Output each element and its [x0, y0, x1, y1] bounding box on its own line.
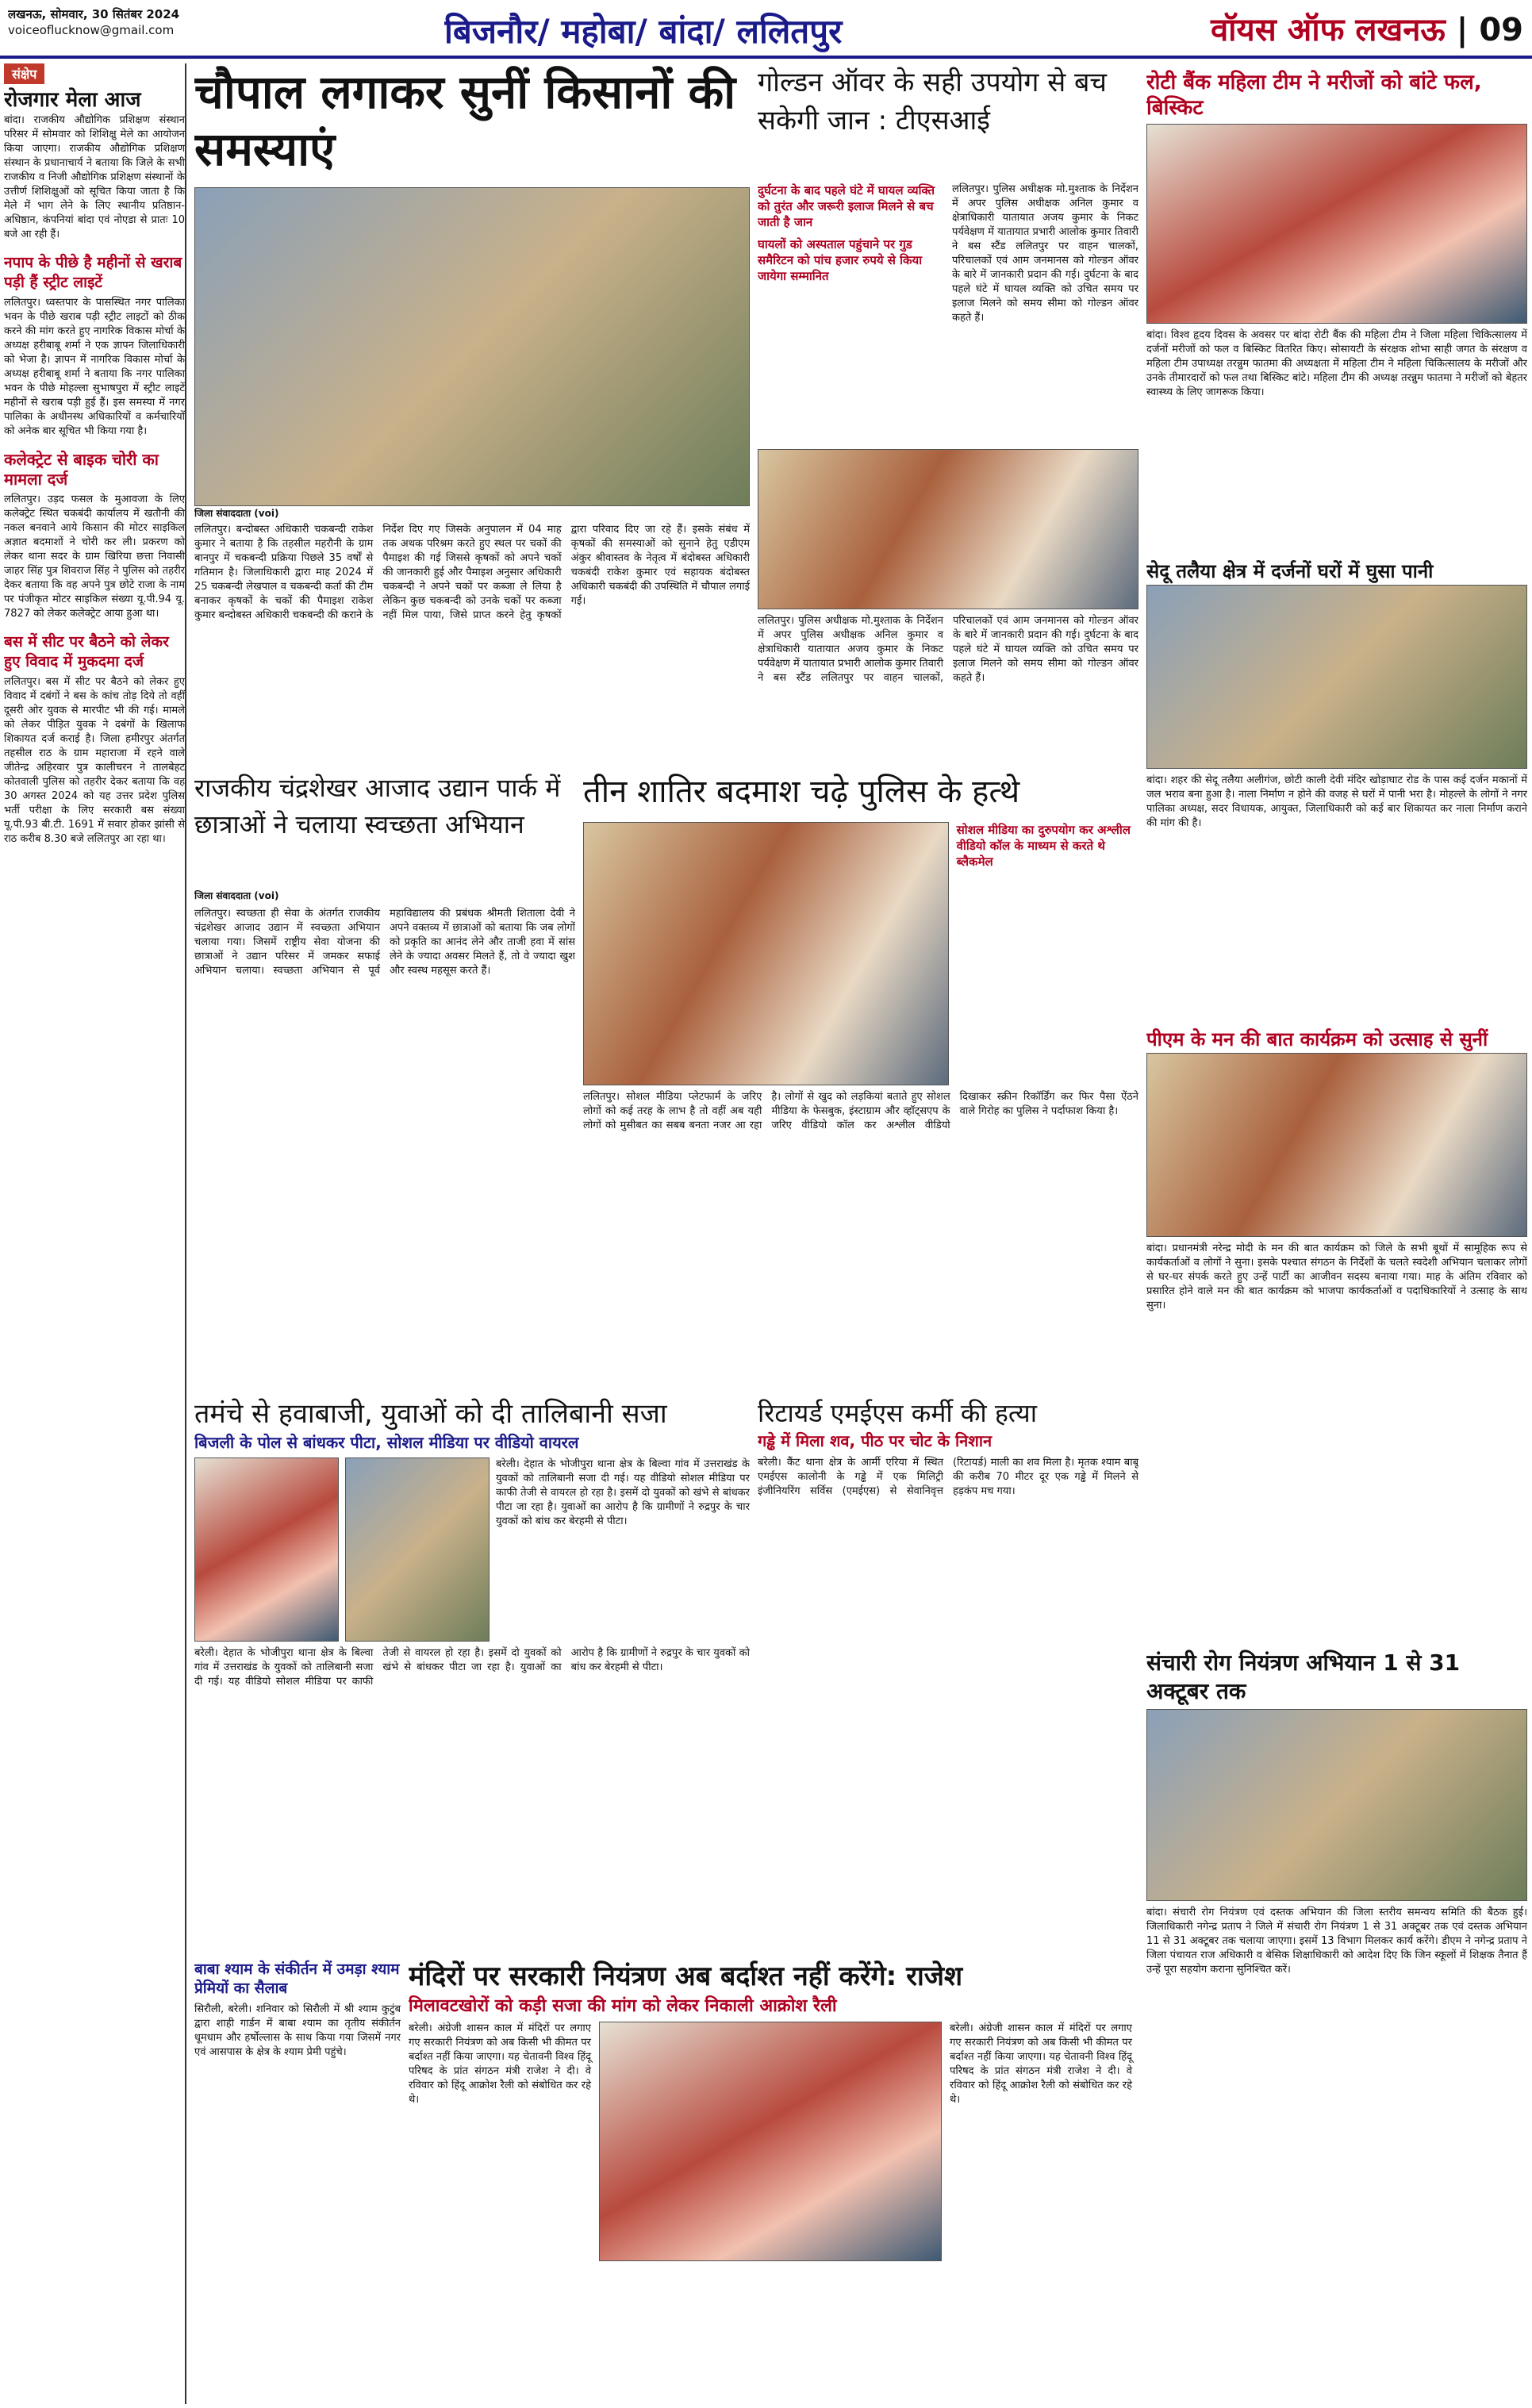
story-body-2: बरेली। देहात के भोजीपुरा थाना क्षेत्र के बिल्वा गांव में उत्तराखंड के युवकों को तालिबानी सजा दी गई। यह वीडियो सोशल मीडिया पर काफी तेजी से वायरल हो रहा है। इसमें दो युवकों को खंभे से बांधकर पीटा जा रहा है। युवाओं का आरोप है कि ग्रामीणों ने रुद्रपुर के चार युवकों को बांध कर बेरहमी से पीटा। [194, 1647, 750, 1688]
story-headline: सेदू तलैया क्षेत्र में दर्जनों घरों में घुसा पानी [1146, 560, 1434, 582]
story-headline: चौपाल लगाकर सुनीं किसानों की समस्याएं [194, 65, 736, 176]
story-body: सिरौली, बरेली। शनिवार को सिरौली में श्री श्याम कुटुंब द्वारा शाही गार्डन में बाबा श्याम का तृतीय संकीर्तन धूमधाम और हर्षोल्लास के साथ किया गया जिसमें नगर एवं आसपास के क्षेत्र के श्याम प्रेमी पहुंचे। [194, 2003, 401, 2058]
dateline: लखनऊ, सोमवार, 30 सितंबर 2024 [8, 7, 180, 21]
story-photo [599, 2022, 942, 2261]
story-body: ललितपुर। पुलिस अधीक्षक मो.मुश्ताक के निर्देशन में अपर पुलिस अधीक्षक अनिल कुमार व क्षेत्राधिकारी यातायात अजय कुमार के निकट पर्यवेक्षण में यातायात प्रभारी आलोक कुमार तिवारी ने बस स्टैंड ललितपुर पर वाहन चालकों, परिचालकों एवं आम जनमानस को गोल्डन ऑवर के बारे में जानकारी प्रदान की गई। दुर्घटना के बाद पहले घंटे में घायल व्यक्ति को उचित समय पर इलाज मिलने को समय सीमा को गोल्डन ऑवर कहते हैं। [952, 183, 1138, 324]
story-sedu [1146, 555, 1527, 1016]
sidebar-body: बांदा। राजकीय औद्योगिक प्रशिक्षण संस्थान परिसर में सोमवार को शिशिक्षु मेले का आयोजन किया जाएगा। राजकीय औद्योगिक प्रशिक्षण संस्थान के प्रधानाचार्य ने बताया कि जिले के सभी राजकीय व निजी औद्योगिक प्रशिक्षण संस्थानों के उत्तीर्ण शिशिक्षुओं को सूचित किया जाता है कि मेले में भाग लेने के लिए स्थानीय प्रतिष्ठान-अधिष्ठान, कंपनियां बांदा एवं नोएडा से प्रातः 10 बजे आ रही हैं। [4, 114, 185, 240]
story-headline: संचारी रोग नियंत्रण अभियान 1 से 31 अक्टूबर तक [1146, 1649, 1461, 1704]
story-sanchari [1146, 1642, 1527, 2396]
story-body: ललितपुर। स्वच्छता ही सेवा के अंतर्गत राजकीय चंद्रशेखर आजाद उद्यान में स्वच्छता अभियान चलाया गया। जिसमें राष्ट्रीय सेवा योजना की छात्राओं ने उद्यान परिसर में जमकर सफाई अभियान चलाया। स्वच्छता अभियान से पूर्व महाविद्यालय की प्रबंधक श्रीमती शिताला देवी ने अपने वक्तव्य में छात्राओं को बताया कि जब लोगों को प्रकृति का आनंद लेने और ताजी हवा में सांस लेने के ज्यादा अवसर मिलते हैं, तो वे ज्यादा खुश और स्वस्थ महसूस करते हैं। [194, 908, 575, 977]
story-headline: तमंचे से हवाबाजी, युवाओं को दी तालिबानी सजा [194, 1398, 667, 1430]
story-photo [194, 187, 750, 506]
story-body-2: ललितपुर। पुलिस अधीक्षक मो.मुश्ताक के निर्देशन में अपर पुलिस अधीक्षक अनिल कुमार व क्षेत्राधिकारी यातायात अजय कुमार के निकट पर्यवेक्षण में यातायात प्रभारी आलोक कुमार तिवारी ने बस स्टैंड ललितपुर पर वाहन चालकों, परिचालकों एवं आम जनमानस को गोल्डन ऑवर के बारे में जानकारी प्रदान की गई। दुर्घटना के बाद पहले घंटे में घायल व्यक्ति को उचित समय पर इलाज मिलने को समय सीमा को गोल्डन ऑवर कहते हैं। [758, 615, 1138, 684]
story-headline: तीन शातिर बदमाश चढ़े पुलिस के हत्थे [583, 774, 1020, 810]
story-retired [758, 1396, 1138, 1952]
story-tamanche [194, 1396, 750, 1952]
story-headline: गोल्डन ऑवर के सही उपयोग से बच सकेगी जान : टीएसआई [758, 67, 1108, 136]
page-number: 09 [1479, 12, 1523, 48]
sidebar-headline: बस में सीट पर बैठने को लेकर हुए विवाद में मुकदमा दर्ज [4, 633, 169, 670]
story-body-2: बरेली। अंग्रेजी शासन काल में मंदिरों पर लगाए गए सरकारी नियंत्रण को अब किसी भी कीमत पर बर्दाश्त नहीं किया जाएगा। यह चेतावनी विश्व हिंदू परिषद के प्रांत संगठन मंत्री राजेश ने दी। वे रविवार को हिंदू आक्रोश रैली को संबोधित कर रहे थे। [950, 2022, 1132, 2106]
story-bullet: सोशल मीडिया का दुरुपयोग कर अश्लील वीडियो कॉल के माध्यम से करते थे ब्लैकमेल [956, 823, 1131, 869]
story-body: बरेली। अंग्रेजी शासन काल में मंदिरों पर लगाए गए सरकारी नियंत्रण को अब किसी भी कीमत पर बर्दाश्त नहीं किया जाएगा। यह चेतावनी विश्व हिंदू परिषद के प्रांत संगठन मंत्री राजेश ने दी। वे रविवार को हिंदू आक्रोश रैली को संबोधित कर रहे थे। [409, 2022, 591, 2106]
story-body: बांदा। विश्व हृदय दिवस के अवसर पर बांदा रोटी बैंक की महिला टीम ने जिला महिला चिकित्सालय में दर्जनों मरीजों को फल व बिस्किट वितरित किए। सोसायटी के संरक्षक शोभा साही जगत के संरक्षण व महिला टीम उपाध्यक्ष तरन्नुम फातमा की अध्यक्षता में महिला टीम ने महिला चिकित्सालय के मरीजों और उनके तीमारदारों को फल तथा बिस्किट बांटे। महिला टीम की अध्यक्ष तरन्नुम फातमा ने मरीजों को बेहतर स्वास्थ्य के लिए जागरूक किया। [1146, 329, 1527, 398]
story-body: बांदा। संचारी रोग नियंत्रण एवं दस्तक अभियान की जिला स्तरीय समन्वय समिति की बैठक हुई। जिलाधिकारी नगेन्द्र प्रताप ने जिले में संचारी रोग नियंत्रण 1 से 31 अक्टूबर तक एवं दस्तक अभियान 11 से 31 अक्टूबर तक चलाया जाएगा। इसमें 13 विभाग मिलकर कार्य करेंगे। डीएम ने नगेन्द्र प्रताप ने जिला पंचायत राज अधिकारी व बेसिक शिक्षाधिकारी को आदेश दिए कि जिन स्कूलों में शिक्षक तैनात हैं उन्हें पूरा सहयोग कराना सुनिश्चित करें। [1146, 1907, 1527, 1976]
story-bullet: घायलों को अस्पताल पहुंचाने पर गुड समैरिटन को पांच हजार रुपये से किया जायेगा सम्मानित [758, 237, 923, 283]
story-subhead: मिलावटखोरों को कड़ी सजा की मांग को लेकर निकाली आक्रोश रैली [409, 1996, 837, 2016]
story-body: बरेली। देहात के भोजीपुरा थाना क्षेत्र के बिल्वा गांव में उत्तराखंड के युवकों को तालिबानी सजा दी गई। यह वीडियो सोशल मीडिया पर काफी तेजी से वायरल हो रहा है। इसमें दो युवकों को खंभे से बांधकर पीटा जा रहा है। युवाओं का आरोप है कि ग्रामीणों ने रुद्रपुर के चार युवकों को बांध कर बेरहमी से पीटा। [496, 1458, 750, 1527]
story-photo [1146, 124, 1527, 324]
section-title: बिजनौर/ महोबा/ बांदा/ ललितपुर [444, 12, 843, 51]
story-headline: पीएम के मन की बात कार्यक्रम को उत्साह से सुनीं [1146, 1028, 1488, 1050]
sidebar-item [4, 253, 185, 439]
story-shyam [194, 1960, 401, 2396]
photo-caption: जिला संवाददाता (voi) [194, 889, 575, 902]
story-subhead: गड्ढे में मिला शव, पीठ पर चोट के निशान [758, 1431, 993, 1450]
story-photo [758, 449, 1138, 609]
story-subhead: बिजली के पोल से बांधकर पीटा, सोशल मीडिया पर वीडियो वायरल [194, 1433, 579, 1452]
sidebar-headline: नपाप के पीछे है महीनों से खराब पड़ी हैं स्ट्रीट लाइटें [4, 254, 182, 291]
header-dateline-block [8, 6, 246, 54]
story-chandrashekhar [194, 770, 575, 1388]
story-body: ललितपुर। सोशल मीडिया प्लेटफार्म के जरिए लोगों को कई तरह के लाभ है तो वहीं अब यही लोगों को मुसीबत का सबब बनता नजर आ रहा है। लोगों से खुद को लड़कियां बताते हुए सोशल मीडिया के फेसबुक, इंस्टाग्राम और व्हॉट्सएप के जरिए वीडियो कॉल कर अश्लील वीडियो दिखाकर स्क्रीन रिकॉर्डिंग कर फिर पैसा ऐंठने वाले गिरोह का पुलिस ने पर्दाफाश किया है। [583, 1091, 1138, 1131]
story-headline: रिटायर्ड एमईएस कर्मी की हत्या [758, 1398, 1038, 1428]
sidebar-body: ललितपुर। ध्वस्तपार के पासस्थित नगर पालिका भवन के पीछे खराब पड़ी स्ट्रीट लाइटों को ठीक करने की मांग करते हुए नागरिक विकास मोर्चा के अध्यक्ष हरीबाबू शर्मा ने एक ज्ञापन जिलाधिकारी को भेजा है। ज्ञापन में नागरिक विकास मोर्चा के अध्यक्ष हरीबाबू शर्मा ने बताया कि नगर पालिका भवन के पीछे मोहल्ला सुभाषपुरा में स्ट्रीट लाइटें महीनों से खराब पड़ी हुई हैं। इस समस्या में नगर पालिका के अधीनस्थ अधिकारियों व कर्मचारियों को अनेक बार सूचित भी किया गया है। [4, 297, 185, 437]
story-mandir [409, 1960, 1138, 2396]
sidebar-item [4, 90, 185, 242]
masthead: वॉयस ऑफ लखनऊ [1210, 12, 1446, 48]
story-photo [1146, 585, 1527, 769]
story-photo [1146, 1053, 1527, 1237]
story-photo [583, 822, 949, 1085]
story-body: बांदा। शहर की सेदू तलैया अलीगंज, छोटी काली देवी मंदिर खोड़ाघाट रोड के पास कई दर्जन मकानों में जल भराव बना हुआ है। नाला निर्माण न होने की वजह से घरों में पानी भरा है। मोहल्ले के लोगों ने नगर पालिका अध्यक्ष, सदर विधायक, आयुक्त, जिलाधिकारी को कई बार शिकायत कर नाला निर्माण कराने की मांग की है। [1146, 774, 1527, 829]
story-pm [1146, 1023, 1527, 1626]
story-headline: रोटी बैंक महिला टीम ने मरीजों को बांटे फल, बिस्किट [1146, 71, 1482, 120]
header-rule [0, 56, 1532, 59]
sidebar-body: ललितपुर। उड़द फसल के मुआवजा के लिए कलेक्ट्रेट स्थित चकबंदी कार्यालय में खतौनी की नकल बनवाने आये किसान की मोटर साइकिल अज्ञात बदमाशों ने चोरी कर ली। प्रकरण को लेकर थाना सदर के ग्राम खिरिया छत्ता निवासी जाहर सिंह पुत्र शिवराज सिंह ने पुलिस को तहरीर देकर बताया कि वह अपने पुत्र छोटे राजा के नाम पर पंजीकृत मोटर साइकिल संख्या यू.पी.94 यू. 7827 को लेकर कलेक्ट्रेट आया हुआ था। [4, 494, 185, 620]
sidebar-item [4, 450, 185, 621]
sidebar-label: संक्षेप [4, 63, 44, 84]
story-rotibank [1146, 63, 1527, 547]
story-headline: बाबा श्याम के संकीर्तन में उमड़ा श्याम प्रेमियों का सैलाब [194, 1961, 400, 1997]
story-bullet: दुर्घटना के बाद पहले घंटे में घायल व्यक्ति को तुरंत और जरूरी इलाज मिलने से बच जाती है जान [758, 183, 935, 229]
sidebar-headline: कलेक्ट्रेट से बाइक चोरी का मामला दर्ज [4, 450, 159, 489]
story-body: ललितपुर। बन्दोबस्त अधिकारी चकबन्दी राकेश कुमार ने बताया है कि तहसील महरौनी के ग्राम बानपुर में चकबन्दी प्रक्रिया पिछले 35 वर्षों से गतिमान है। जिलाधिकारी द्वारा माह 2024 में 25 चकबन्दी लेखपाल व चकबन्दी कर्ता की टीम बनाकर कृषकों के चकों की पैमाइश राकेश कुमार बन्दोबस्त अधिकारी चकबन्दी की कराने के निर्देश दिए गए जिसके अनुपालन में 04 माह तक अथक परिश्रम करते हुए स्थल पर चकों की पैमाइश की गई जिससे कृषकों को अपने चकों की जानकारी हुई और पैमाइश अनुसार अधिकारी चकबन्दी ने अपने चकों पर कब्जा ले लिया है लेकिन कुछ चकबन्दी को उनके चकों पर कब्जा नहीं मिल पाया, जिसे प्राप्त करने हेतु कृषकों द्वारा परिवाद दिए जा रहे हैं। इसके संबंध में कृषकों की समस्याओं को सुनाने हेतु एडीएम अंकुर श्रीवास्तव के नेतृत्व में बंदोबस्त अधिकारी चकबंदी राकेश कुमार एवं सहायक बंदोबस्त अधिकारी चकबंदी की उपस्थिति में चौपाल लगाई गई। [194, 524, 750, 621]
sidebar-headline: रोजगार मेला आज [4, 88, 141, 112]
story-headline: राजकीय चंद्रशेखर आजाद उद्यान पार्क में छात्राओं ने चलाया स्वच्छता अभियान [194, 773, 561, 839]
sidebar-body: ललितपुर। बस में सीट पर बैठने को लेकर हुए विवाद में दबंगों ने बस के कांच तोड़ दिये तो वहीं दूसरी ओर युवक से मारपीट भी की गई। मामले को लेकर पीड़ित युवक ने दबंगों के खिलाफ शिकायत दर्ज कराई है। जिला हमीरपुर अंतर्गत तहसील राठ के ग्राम महाराजा में रहने वाले जीतेन्द्र अहिरवार पुत्र कालीचरन ने तालबेहट कोतवाली पुलिस को तहरीर देकर बताया कि वह 30 अगस्त 2024 को यह उत्तर प्रदेश पुलिस भर्ती परीक्षा के लिए सरकारी बस संख्या यू.पी.93 बी.टी. 1691 में सवार होकर झांसी से राठ करीब 8.30 बजे ललितपुर आ रहा था। [4, 676, 185, 845]
sidebar-brief [4, 63, 186, 2404]
sidebar-item [4, 632, 185, 847]
story-headline: मंदिरों पर सरकारी नियंत्रण अब बर्दाश्त नहीं करेंगे: राजेश [409, 1961, 963, 1992]
email: voiceoflucknow@gmail.com [8, 23, 175, 37]
photo-caption: जिला संवाददाता (voi) [194, 506, 750, 520]
story-photo [1146, 1709, 1527, 1901]
story-golden [758, 63, 1138, 762]
story-photo [345, 1457, 490, 1642]
story-body: बरेली। कैंट थाना क्षेत्र के आर्मी एरिया में स्थित एमईएस कालोनी के गड्ढे में एक मिलिट्री इंजीनियरिंग सर्विस (एमईएस) से सेवानिवृत्त (रिटायर्ड) माली का शव मिला है। मृतक श्याम बाबू की करीब 70 मीटर दूर एक गड्ढे में मिलने से हड़कंप मच गया। [758, 1457, 1138, 1497]
story-badmash [583, 770, 1138, 1388]
story-body: बांदा। प्रधानमंत्री नरेन्द्र मोदी के मन की बात कार्यक्रम को जिले के सभी बूथों में सामूहिक रूप से कार्यकर्ताओं व लोगों ने सुना। इसके पश्चात संगठन के निर्देशों के चलते स्वदेशी अभियान चलाकर लोगों से घर-घर संपर्क करते हुए उन्हें पार्टी का आजीवन सदस्य बनाया गया। माह के अंतिम रविवार को प्रसारित होने वाले मन की बात कार्यक्रम को भाजपा कार्यकर्ताओं व पदाधिकारियों ने उत्साह के साथ सुना। [1146, 1242, 1527, 1312]
story-photo [194, 1457, 339, 1642]
masthead-block: वॉयस ऑफ लखनऊ | 09 [1210, 12, 1523, 48]
story-chaupal [194, 63, 750, 762]
